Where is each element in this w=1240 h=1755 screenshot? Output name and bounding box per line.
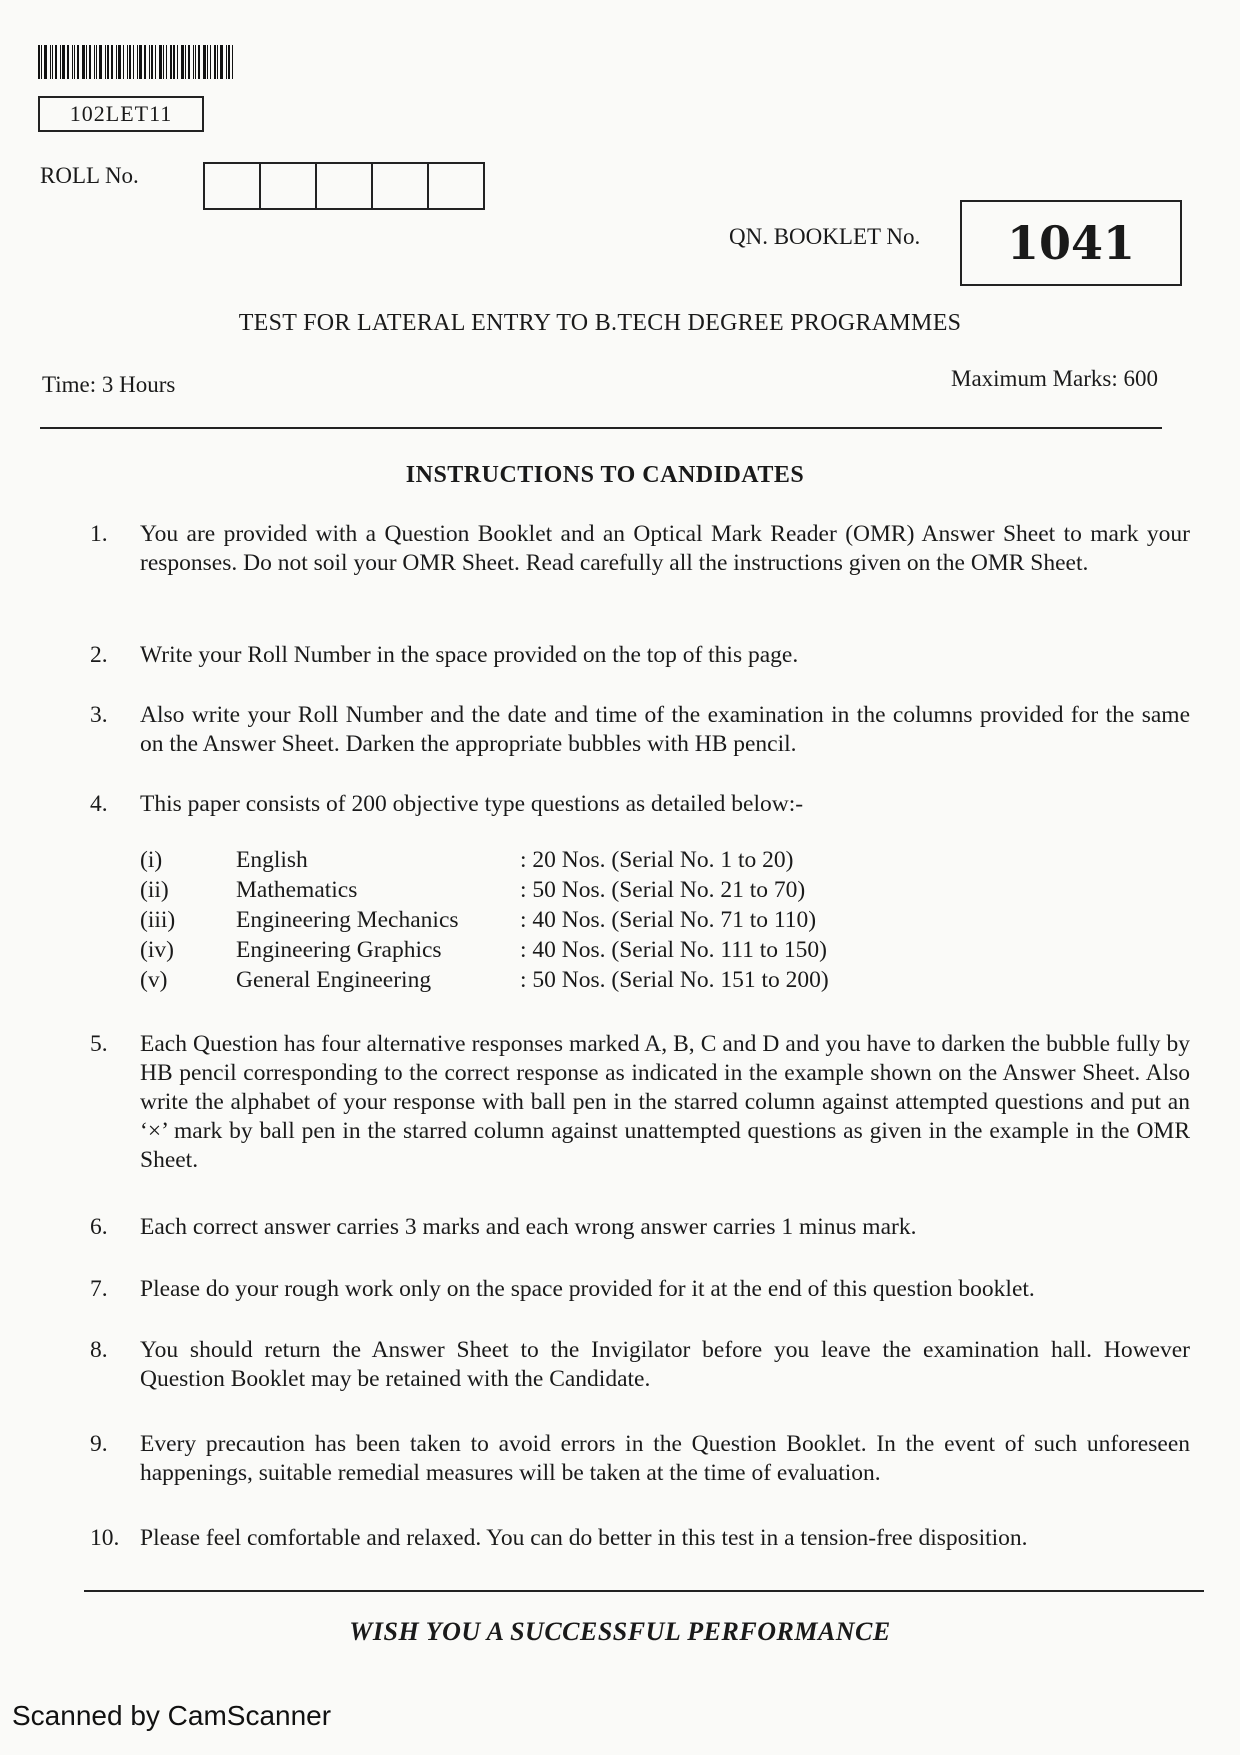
instruction-item (90, 1030, 1190, 1175)
instruction-text: Each Question has four alternative responses marked A, B, C and D and you have to darken the bubble fully by HB pencil corresponding to the correct response as indicated in the example shown on the Answer Sheet. Also write the alphabet of your response with ball pen in the starred column against attempted questions and put an ‘×’ mark by ball pen in the starred column against unattempted questions as given in the example in the OMR Sheet. (140, 1031, 1190, 1173)
barcode-bar (181, 45, 184, 79)
divider (40, 427, 1162, 429)
subject-name: General Engineering (236, 967, 432, 993)
barcode-bar (207, 45, 208, 79)
instruction-number: 9. (90, 1431, 108, 1457)
maximum-marks: Maximum Marks: 600 (951, 366, 1158, 391)
barcode-bar (38, 45, 40, 79)
barcode-bar (105, 45, 106, 79)
instruction-number: 5. (90, 1031, 108, 1057)
instruction-text: You are provided with a Question Booklet and an Optical Mark Reader (OMR) Answer Sheet to mark your responses. Do not soil your OMR Sheet. Read carefully all the instructions given on the OMR Sheet. (140, 521, 1190, 576)
subject-name: English (236, 847, 308, 873)
subject-name: Engineering Mechanics (236, 907, 459, 933)
barcode-bar (60, 45, 61, 79)
closing-message: WISH YOU A SUCCESSFUL PERFORMANCE (349, 1617, 891, 1646)
barcode-bar (149, 45, 150, 79)
barcode-bar (44, 45, 47, 79)
barcode-bar (116, 45, 117, 79)
barcode-bar (193, 45, 194, 79)
subject-detail: : 40 Nos. (Serial No. 111 to 150) (520, 937, 827, 963)
instruction-item (90, 1524, 1190, 1553)
barcode-bar (118, 45, 121, 79)
barcode-bar (107, 45, 109, 79)
subject-list (140, 845, 920, 995)
instruction-text: You should return the Answer Sheet to the Invigilator before you leave the examination hall. However Question Booklet may be retained with the Candidate. (140, 1337, 1190, 1392)
subject-detail: : 50 Nos. (Serial No. 21 to 70) (520, 877, 806, 903)
subject-row (140, 905, 920, 935)
instruction-item (90, 790, 1190, 819)
instruction-item (90, 1213, 1190, 1242)
barcode-bar (198, 45, 200, 79)
instruction-text: Every precaution has been taken to avoid errors in the Question Booklet. In the event of such unforeseen happenings, suitable remedial measures will be taken at the time of evaluation. (140, 1431, 1190, 1486)
barcode-bar (144, 45, 146, 79)
instruction-text: Write your Roll Number in the space provided on the top of this page. (140, 642, 799, 668)
instruction-item (90, 520, 1190, 578)
instruction-text: Also write your Roll Number and the date and time of the examination in the columns provided for the same on the Answer Sheet. Darken the appropriate bubbles with HB pencil. (140, 702, 1190, 757)
instruction-number: 6. (90, 1214, 108, 1240)
subject-index: (ii) (140, 877, 169, 903)
instruction-item (90, 641, 1190, 670)
barcode-bar (82, 45, 85, 79)
roll-digit-box[interactable] (205, 164, 261, 208)
subject-detail: : 20 Nos. (Serial No. 1 to 20) (520, 847, 794, 873)
instruction-text: Please feel comfortable and relaxed. You can do better in this test in a tension-free disposition. (140, 1525, 1028, 1551)
barcode-bar (210, 45, 211, 79)
barcode-bar (163, 45, 164, 79)
instruction-text: This paper consists of 200 objective type questions as detailed below:- (140, 791, 804, 817)
barcode-bar (52, 45, 53, 79)
roll-number-boxes[interactable] (203, 162, 485, 210)
barcode-bar (232, 45, 233, 79)
barcode-bar (228, 45, 230, 79)
barcode-bar (50, 45, 51, 79)
instruction-number: 1. (90, 521, 108, 547)
subject-row (140, 875, 920, 905)
booklet-number-label: QN. BOOKLET No. (729, 224, 921, 249)
barcode-bar (226, 45, 227, 79)
subject-row (140, 935, 920, 965)
barcode-bar (129, 45, 131, 79)
instruction-text: Each correct answer carries 3 marks and each wrong answer carries 1 minus mark. (140, 1214, 917, 1240)
barcode-bar (170, 45, 172, 79)
subject-index: (iv) (140, 937, 174, 963)
subject-row (140, 965, 920, 995)
subject-detail: : 50 Nos. (Serial No. 151 to 200) (520, 967, 829, 993)
barcode-bar (177, 45, 178, 79)
barcode-bar (89, 45, 91, 79)
barcode-bar (137, 45, 138, 79)
instruction-number: 4. (90, 791, 108, 817)
instruction-number: 10. (90, 1525, 120, 1551)
instruction-number: 8. (90, 1337, 108, 1363)
barcode-bar (214, 45, 216, 79)
subject-index: (iii) (140, 907, 176, 933)
barcode-bar (67, 45, 69, 79)
instruction-number: 2. (90, 642, 108, 668)
barcode-bar (72, 45, 73, 79)
roll-digit-box[interactable] (429, 164, 483, 208)
barcode-bar (55, 45, 57, 79)
barcode (38, 45, 308, 79)
divider (84, 1590, 1204, 1592)
barcode-bar (86, 45, 87, 79)
barcode-bar (166, 45, 167, 79)
instruction-number: 7. (90, 1276, 108, 1302)
paper-code: 102LET11 (38, 96, 204, 132)
subject-detail: : 40 Nos. (Serial No. 71 to 110) (520, 907, 817, 933)
barcode-bar (111, 45, 113, 79)
barcode-bar (195, 45, 196, 79)
subject-index: (v) (140, 967, 168, 993)
instruction-item (90, 1275, 1190, 1304)
barcode-bar (185, 45, 186, 79)
barcode-bar (127, 45, 128, 79)
instructions-heading: INSTRUCTIONS TO CANDIDATES (405, 462, 805, 488)
barcode-bar (159, 45, 162, 79)
roll-digit-box[interactable] (261, 164, 317, 208)
instruction-number: 3. (90, 702, 108, 728)
roll-digit-box[interactable] (373, 164, 429, 208)
exam-duration: Time: 3 Hours (42, 372, 176, 397)
barcode-bar (96, 45, 97, 79)
subject-row (140, 845, 920, 875)
barcode-bar (220, 45, 223, 79)
barcode-bar (94, 45, 95, 79)
subject-index: (i) (140, 847, 163, 873)
barcode-bar (217, 45, 218, 79)
barcode-bar (123, 45, 124, 79)
instruction-text: Please do your rough work only on the space provided for it at the end of this question booklet. (140, 1276, 1035, 1302)
barcode-bar (155, 45, 156, 79)
subject-name: Engineering Graphics (236, 937, 442, 963)
barcode-bar (173, 45, 175, 79)
exam-title: TEST FOR LATERAL ENTRY TO B.TECH DEGREE PROGRAMMES (238, 310, 962, 336)
barcode-bar (151, 45, 153, 79)
instruction-item (90, 701, 1190, 759)
barcode-bar (77, 45, 79, 79)
booklet-number: 1041 (960, 200, 1182, 286)
scanner-watermark: Scanned by CamScanner (12, 1700, 332, 1731)
instruction-item (90, 1336, 1190, 1394)
roll-number-label: ROLL No. (40, 163, 139, 188)
roll-digit-box[interactable] (317, 164, 373, 208)
barcode-bar (62, 45, 65, 79)
barcode-bar (203, 45, 206, 79)
instruction-item (90, 1430, 1190, 1488)
subject-name: Mathematics (236, 877, 358, 903)
barcode-bar (139, 45, 142, 79)
barcode-bar (99, 45, 102, 79)
barcode-bar (133, 45, 134, 79)
barcode-bar (74, 45, 75, 79)
barcode-bar (41, 45, 42, 79)
barcode-bar (188, 45, 190, 79)
